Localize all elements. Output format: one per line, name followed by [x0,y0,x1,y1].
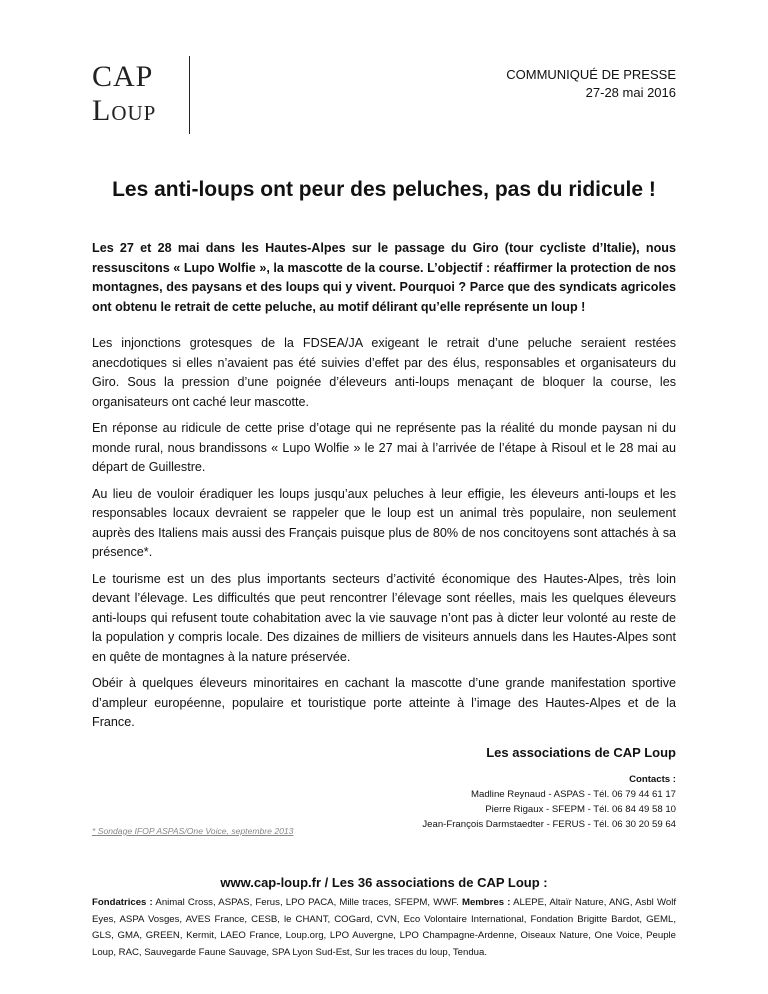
associations-list [92,895,676,961]
lead-paragraph: Les 27 et 28 mai dans les Hautes-Alpes sur le passage du Giro (tour cycliste d’Italie), nous ressuscitons « Lupo Wolfie », la mascotte de la course. L’objectif : réaffirmer la protection de nos montagnes, des paysans et des loups qui y vivent. Pourquoi ? Parce que des syndicats agricoles ont obtenu le retrait de cette peluche, au motif délirant qu’elle représente un loup ! [92,241,676,314]
body-paragraph: Au lieu de vouloir éradiquer les loups jusqu’aux peluches à leur effigie, les éleveurs anti-loups et les responsables locaux devraient se rappeler que le loup est un animal très populaire, non seulement auprès des Italiens mais aussi des Français puisque plus de 80% de nos concitoyens sont attachés à sa présence*. [92,486,676,559]
document-body [92,239,676,832]
press-label: COMMUNIQUÉ DE PRESSE [506,67,676,82]
footer-title: www.cap-loup.fr / Les 36 associations de CAP Loup : [220,875,548,890]
fondatrices-list: Animal Cross, ASPAS, Ferus, LPO PACA, Mille traces, SFEPM, WWF. [152,897,462,908]
cap-loup-logo [82,56,190,134]
membres-label: Membres : [461,897,511,908]
body-paragraph: Le tourisme est un des plus importants secteurs d’activité économique des Hautes-Alpes, très loin devant l’élevage. Les difficultés que peut rencontrer l’élevage sont réelles, mais les quelques éleveurs anti-loups qui refusent toute cohabitation avec la vie sauvage n’ont pas à dicter leur volonté au reste de la population y compris locale. Des dizaines de milliers de visiteurs annuels dans les Hautes-Alpes sont en quête de montagnes à la nature préservée. [92,571,676,664]
page-title: Les anti-loups ont peur des peluches, pas du ridicule ! [112,178,656,201]
logo-line-loup: Loup [92,94,157,127]
fondatrices-label: Fondatrices : [92,897,153,908]
signature: Les associations de CAP Loup [486,744,676,760]
body-paragraph: Obéir à quelques éleveurs minoritaires en cachant la mascotte d’une grande manifestation sportive d’ampleur européenne, populaire et touristique porte atteinte à l’image des Hautes-Alpes et de la France. [92,676,676,729]
contacts-block [92,772,676,832]
body-paragraph: En réponse au ridicule de cette prise d’otage qui ne représente pas la réalité du monde paysan ni du monde rural, nous brandissons « Lupo Wolfie » le 27 mai à l’arrivée de l’étape à Risoul et le 28 mai au départ de Guillestre. [92,421,676,474]
membres-list: ALEPE, Altaïr Nature, ANG, Asbl Wolf Eyes, ASPA Vosges, AVES France, CESB, le CHANT, COGard, CVN, Eco Volontaire International, Fondation Brigitte Bardot, GEML, GLS, GMA, GREEN, Kermit, LAEO France, Loup.org, LPO Auvergne, LPO Champagne-Ardenne, Oiseaux Nature, One Voice, Peuple Loup, RAC, Sauvegarde Faune Sauvage, SPA Lyon Sud-Est, Sur les traces du loup, Tendua. [92,897,676,958]
footnote: * Sondage IFOP ASPAS/One Voice, septembre 2013 [92,826,294,836]
press-date: 27-28 mai 2016 [585,85,676,100]
body-paragraph: Les injonctions grotesques de la FDSEA/JA exigeant le retrait d’une peluche seraient restées anecdotiques si elles n’avaient pas été suivies d’effet par des élus, responsables et organisateurs du Giro. Sous la pression d’une poignée d’éleveurs anti-loups menaçant de bloquer la course, les organisateurs ont caché leur mascotte. [92,336,676,409]
contacts-heading: Contacts : [629,773,676,785]
contact-line: Jean-François Darmstaedter - FERUS - Tél. 06 30 20 59 64 [422,818,676,830]
contact-line: Madline Reynaud - ASPAS - Tél. 06 79 44 61 17 [471,788,676,800]
press-header [506,66,676,102]
contact-line: Pierre Rigaux - SFEPM - Tél. 06 84 49 58 10 [485,803,676,815]
logo-line-cap: CAP [92,60,154,93]
